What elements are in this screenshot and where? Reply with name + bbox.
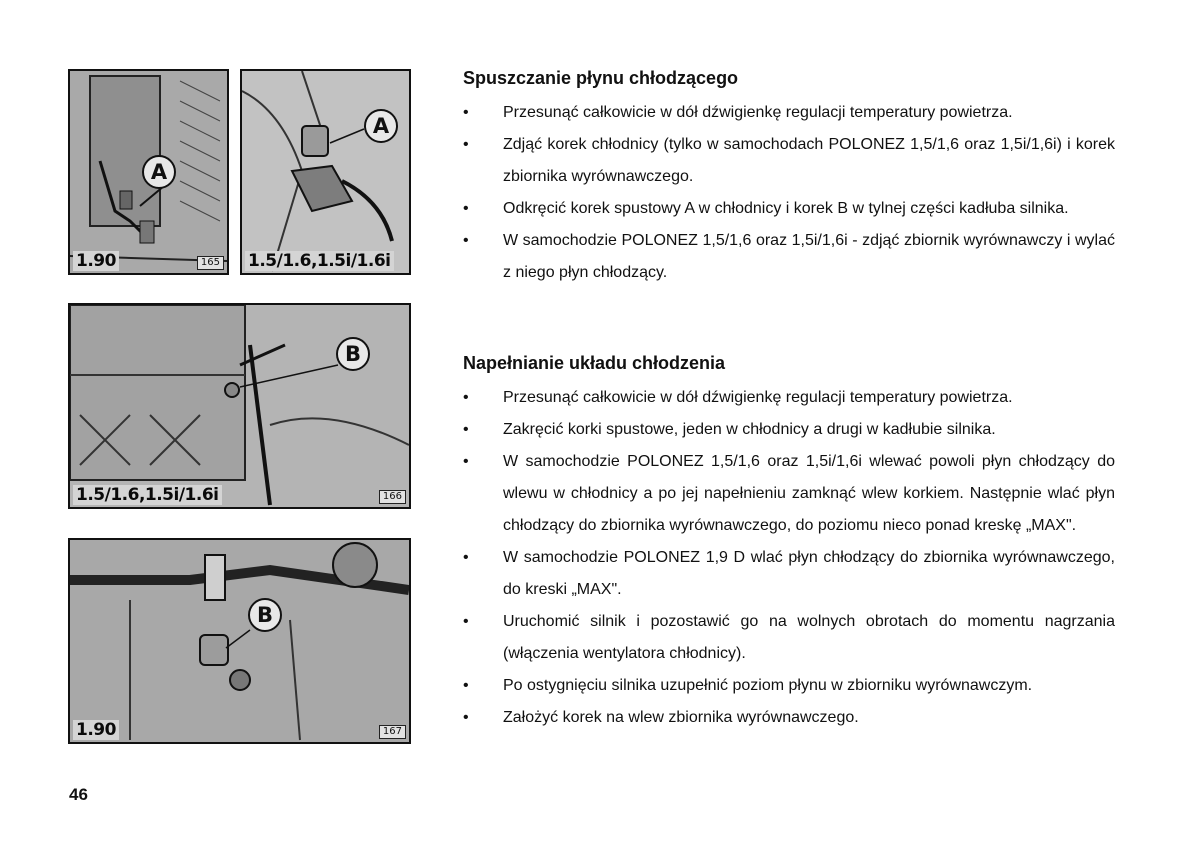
list-item-text: Po ostygnięciu silnika uzupełnić poziom płynu w zbiorniku wyrównawczym.: [503, 677, 1033, 694]
list-item: [463, 414, 1115, 446]
bullet-icon: •: [463, 200, 469, 217]
page-number: 46: [69, 785, 88, 804]
diesel-block-drain-illustration: [70, 540, 409, 742]
figure-number: 165: [197, 256, 224, 270]
callout-a: A: [142, 155, 176, 189]
figure-number: 167: [379, 725, 406, 739]
bullet-icon: •: [463, 136, 469, 153]
section-heading: Spuszczanie płynu chłodzącego: [463, 68, 739, 88]
section-filling-cooling-system: [463, 350, 1115, 734]
drain-plug-closeup-illustration: [242, 71, 409, 273]
bullet-icon: •: [463, 453, 469, 470]
list-item-text: W samochodzie POLONEZ 1,5/1,6 oraz 1,5i/1,6i - zdjąć zbiornik wyrównawczy i wylać z niego płyn chłodzący.: [503, 232, 1115, 281]
list-item-text: Zdjąć korek chłodnicy (tylko w samochodach POLONEZ 1,5/1,6 oraz 1,5i/1,6i) i korek zbiornika wyrównawczego.: [503, 136, 1115, 185]
figure-variant-label: 1.5/1.6,1.5i/1.6i: [73, 485, 222, 505]
list-item: [463, 225, 1115, 289]
engine-block-drain-illustration: [70, 305, 409, 507]
figure-165: [68, 69, 229, 275]
bullet-icon: •: [463, 232, 469, 249]
list-item: [463, 446, 1115, 542]
figure-variant-label: 1.90: [73, 720, 119, 740]
callout-b: B: [248, 598, 282, 632]
figure-167: [68, 538, 411, 744]
list-item-text: W samochodzie POLONEZ 1,9 D wlać płyn chłodzący do zbiornika wyrównawczego, do kreski „MAX".: [503, 549, 1115, 598]
list-item: [463, 97, 1115, 129]
bullet-icon: •: [463, 104, 469, 121]
list-item-text: Założyć korek na wlew zbiornika wyrównawczego.: [503, 709, 859, 726]
section-heading: Napełnianie układu chłodzenia: [463, 353, 726, 373]
list-item-text: Przesunąć całkowicie w dół dźwigienkę regulacji temperatury powietrza.: [503, 104, 1013, 121]
instruction-list: [463, 382, 1115, 734]
figure-variant-label: 1.5/1.6,1.5i/1.6i: [245, 251, 394, 271]
list-item-text: Przesunąć całkowicie w dół dźwigienkę regulacji temperatury powietrza.: [503, 389, 1013, 406]
callout-b: B: [336, 337, 370, 371]
bullet-icon: •: [463, 549, 469, 566]
list-item: [463, 702, 1115, 734]
instruction-list: [463, 97, 1115, 289]
callout-a: A: [364, 109, 398, 143]
bullet-icon: •: [463, 389, 469, 406]
figure-number: 166: [379, 490, 406, 504]
figure-variant-label: 1.90: [73, 251, 119, 271]
list-item-text: Uruchomić silnik i pozostawić go na wolnych obrotach do momentu nagrzania (włączenia wentylatora chłodnicy).: [503, 613, 1115, 662]
bullet-icon: •: [463, 421, 469, 438]
list-item: [463, 542, 1115, 606]
list-item-text: Odkręcić korek spustowy A w chłodnicy i korek B w tylnej części kadłuba silnika.: [503, 200, 1069, 217]
figure-165b: [240, 69, 411, 275]
list-item: [463, 382, 1115, 414]
figure-166: [68, 303, 411, 509]
list-item-text: Zakręcić korki spustowe, jeden w chłodnicy a drugi w kadłubie silnika.: [503, 421, 996, 438]
list-item: [463, 670, 1115, 702]
list-item-text: W samochodzie POLONEZ 1,5/1,6 oraz 1,5i/1,6i wlewać powoli płyn chłodzący do wlewu w chłodnicy a po jej napełnieniu zamknąć wlew korkiem. Następnie wlać płyn chłodzący do zbiornika wyrównawczego, do poziomu nieco ponad kreskę „MAX".: [503, 453, 1115, 534]
list-item: [463, 129, 1115, 193]
bullet-icon: •: [463, 709, 469, 726]
section-draining-coolant: [463, 65, 1115, 289]
bullet-icon: •: [463, 613, 469, 630]
bullet-icon: •: [463, 677, 469, 694]
list-item: [463, 606, 1115, 670]
list-item: [463, 193, 1115, 225]
